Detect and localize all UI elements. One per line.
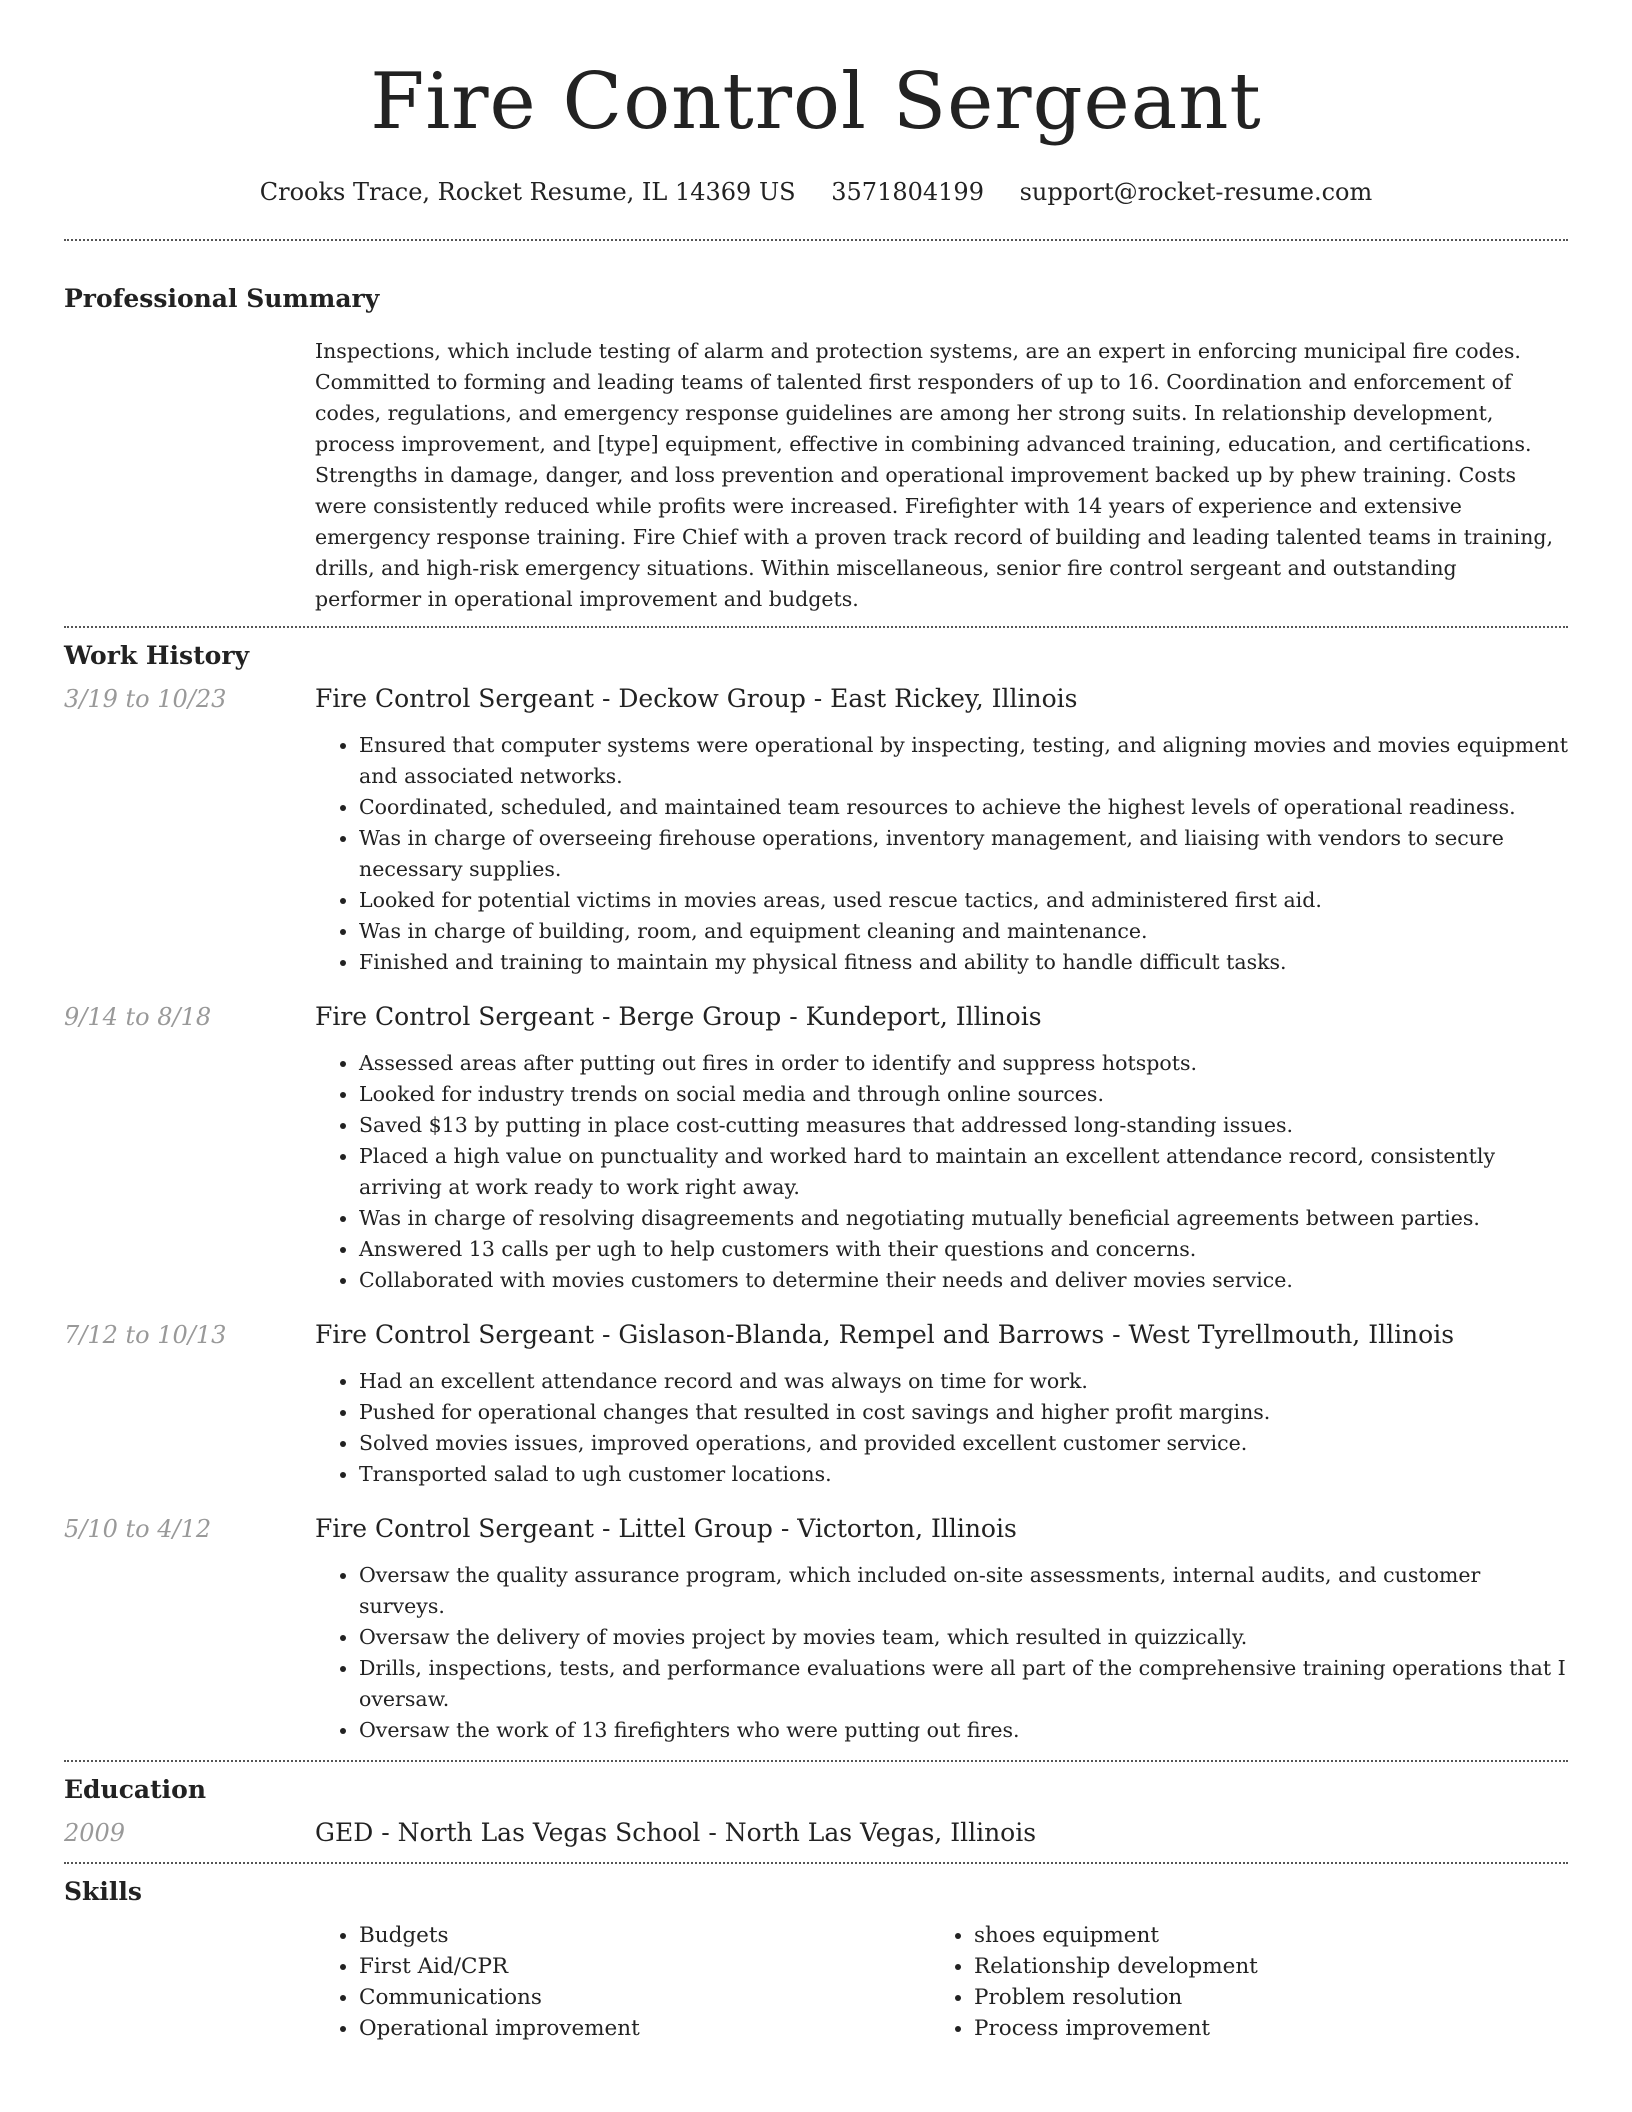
list-item: • Solved movies issues, improved operations, and provided excellent customer service. [359, 1428, 1568, 1459]
skills-column-right [930, 1920, 1474, 2044]
work-history-section [64, 640, 1568, 1746]
list-item: • Saved $13 by putting in place cost-cutting measures that addressed long-standing issues. [359, 1110, 1568, 1141]
summary-section [64, 283, 1568, 615]
list-item: • Pushed for operational changes that resulted in cost savings and higher profit margins. [359, 1397, 1568, 1428]
list-item: • Looked for potential victims in movies areas, used rescue tactics, and administered first aid. [359, 885, 1568, 916]
skill-item: • Budgets [359, 1920, 930, 1951]
contact-email: support@rocket-resume.com [1019, 178, 1373, 206]
list-item: • Oversaw the work of 13 firefighters who were putting out fires. [359, 1715, 1568, 1746]
list-item: • Was in charge of building, room, and equipment cleaning and maintenance. [359, 916, 1568, 947]
skill-item: • Process improvement [974, 2013, 1474, 2044]
job-dates: 3/19 to 10/23 [64, 685, 227, 713]
skills-columns [315, 1920, 1568, 2044]
job-entry [64, 1000, 1568, 1296]
list-item: • Finished and training to maintain my physical fitness and ability to handle difficult tasks. [359, 947, 1568, 978]
job-title: Fire Control Sergeant - Littel Group - Victorton, Illinois [315, 1514, 1017, 1543]
job-dates: 9/14 to 8/18 [64, 1003, 212, 1031]
education-degree: GED - North Las Vegas School - North Las Vegas, Illinois [315, 1818, 1037, 1847]
job-entry [64, 1318, 1568, 1490]
skill-item: • Problem resolution [974, 1982, 1474, 2013]
list-item: • Was in charge of resolving disagreements and negotiating mutually beneficial agreements between parties. [359, 1203, 1568, 1234]
divider [64, 239, 1568, 241]
list-item: • Looked for industry trends on social media and through online sources. [359, 1079, 1568, 1110]
job-title: Fire Control Sergeant - Deckow Group - East Rickey, Illinois [315, 684, 1078, 713]
list-item: • Oversaw the delivery of movies project by movies team, which resulted in quizzically. [359, 1622, 1568, 1653]
skill-item: • shoes equipment [974, 1920, 1474, 1951]
education-section [64, 1774, 1568, 1850]
job-title: Fire Control Sergeant - Berge Group - Kundeport, Illinois [315, 1002, 1042, 1031]
summary-text: Inspections, which include testing of alarm and protection systems, are an expert in enforcing municipal fire codes. Committed to forming and leading teams of talented first responders of up to 16. Coordination and enforcement of codes, regulations, and emergency response guidelines are among her strong suits. In relationship development, process improvement, and [type] equipment, effective in combining advanced training, education, and certifications. Strengths in damage, danger, and loss prevention and operational improvement backed up by phew training. Costs were consistently reduced while profits were increased. Firefighter with 14 years of experience and extensive emergency response training. Fire Chief with a proven track record of building and leading talented teams in training, drills, and high-risk emergency situations. Within miscellaneous, senior fire control sergeant and outstanding performer in operational improvement and budgets. [315, 339, 1554, 611]
divider [64, 1760, 1568, 1762]
contact-line [64, 176, 1568, 208]
skills-section [64, 1876, 1568, 2044]
skill-item: • Operational improvement [359, 2013, 930, 2044]
job-dates: 7/12 to 10/13 [64, 1321, 227, 1349]
job-title: Fire Control Sergeant - Gislason-Blanda, Rempel and Barrows - West Tyrellmouth, Illinois [315, 1320, 1455, 1349]
job-bullets [315, 730, 1568, 978]
job-bullets [315, 1366, 1568, 1490]
job-entry [64, 1512, 1568, 1746]
list-item: • Coordinated, scheduled, and maintained team resources to achieve the highest levels of operational readiness. [359, 792, 1568, 823]
list-item: • Drills, inspections, tests, and performance evaluations were all part of the comprehensive training operations that I oversaw. [359, 1653, 1568, 1715]
section-title-education: Education [64, 1775, 207, 1804]
section-title-skills: Skills [64, 1877, 142, 1906]
candidate-name: Fire Control Sergeant [370, 57, 1262, 147]
contact-phone: 3571804199 [831, 178, 984, 206]
list-item: • Answered 13 calls per ugh to help customers with their questions and concerns. [359, 1234, 1568, 1265]
contact-address: Crooks Trace, Rocket Resume, IL 14369 US [259, 178, 796, 206]
job-bullets [315, 1560, 1568, 1746]
divider [64, 626, 1568, 628]
list-item: • Collaborated with movies customers to determine their needs and deliver movies service. [359, 1265, 1568, 1296]
skill-item: • Communications [359, 1982, 930, 2013]
list-item: • Assessed areas after putting out fires in order to identify and suppress hotspots. [359, 1048, 1568, 1079]
skill-item: • Relationship development [974, 1951, 1474, 1982]
section-title-summary: Professional Summary [64, 284, 380, 313]
section-title-work: Work History [64, 641, 250, 670]
list-item: • Was in charge of overseeing firehouse operations, inventory management, and liaising with vendors to secure necessary supplies. [359, 823, 1568, 885]
job-entry [64, 682, 1568, 978]
divider [64, 1862, 1568, 1864]
skill-item: • First Aid/CPR [359, 1951, 930, 1982]
education-year: 2009 [64, 1819, 126, 1847]
list-item: • Oversaw the quality assurance program, which included on-site assessments, internal audits, and customer surveys. [359, 1560, 1568, 1622]
list-item: • Placed a high value on punctuality and worked hard to maintain an excellent attendance record, consistently arriving at work ready to work right away. [359, 1141, 1568, 1203]
list-item: • Had an excellent attendance record and was always on time for work. [359, 1366, 1568, 1397]
list-item: • Ensured that computer systems were operational by inspecting, testing, and aligning movies and movies equipment and associated networks. [359, 730, 1568, 792]
job-dates: 5/10 to 4/12 [64, 1515, 212, 1543]
job-bullets [315, 1048, 1568, 1296]
skills-column-left [315, 1920, 930, 2044]
list-item: • Transported salad to ugh customer locations. [359, 1459, 1568, 1490]
